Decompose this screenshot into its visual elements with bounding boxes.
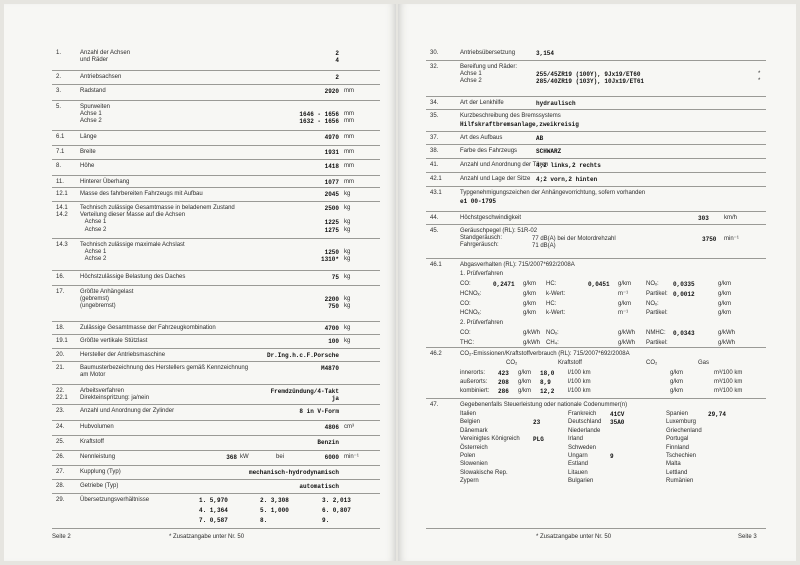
row-divider	[52, 404, 380, 405]
country-name: Deutschland	[568, 419, 602, 426]
emission-label: CO:	[460, 330, 471, 336]
country-name: Frankreich	[568, 411, 597, 417]
item-value: SCHWARZ	[536, 148, 562, 155]
row-divider	[52, 70, 380, 71]
consumption-unit: l/100 km	[568, 370, 591, 376]
item-number: 24.	[56, 424, 65, 430]
item-number: 28.	[56, 483, 65, 489]
emission-label: HC:	[546, 301, 557, 307]
item-label: Größte vertikale Stützlast	[80, 338, 148, 344]
emission-unit: g/km	[523, 291, 537, 297]
row-divider	[426, 109, 766, 110]
country-name: Portugal	[666, 436, 689, 443]
item-number: 1.	[56, 50, 62, 56]
item-unit: mm	[344, 134, 354, 140]
emission-label: k-Wert:	[546, 291, 566, 297]
emission-unit: g/kWh	[523, 340, 541, 346]
item-value: 2	[335, 74, 339, 81]
country-name: Luxemburg	[666, 419, 697, 426]
consumption-unit: m³/100 km	[714, 370, 743, 376]
emission-subtitle: 2. Prüfverfahren	[460, 320, 504, 326]
column-head: CO₂	[646, 360, 658, 366]
item-value: Dr.Ing.h.c.F.Porsche	[266, 352, 339, 359]
row-divider	[52, 285, 380, 286]
item-value: 4970	[324, 134, 339, 141]
item-label: Anzahl und Anordnung der Zylinder	[80, 408, 175, 414]
item-number: 14.3	[56, 242, 68, 248]
gear-ratio: 9.	[322, 517, 330, 524]
item-label: Farbe des Fahrzeugs	[460, 148, 518, 154]
row-divider	[52, 159, 380, 160]
item-number: 38.	[430, 148, 439, 154]
row-divider	[52, 84, 380, 85]
consumption-value: 12,2	[540, 388, 555, 395]
item-label: Bereifung und Räder: Achse 1 Achse 2	[460, 64, 518, 85]
emission-label: HC:	[546, 281, 557, 287]
consumption-unit: m³/100 km	[714, 379, 743, 385]
item-unit: kg kg kg	[344, 205, 351, 233]
item-unit: mm	[344, 149, 354, 155]
item-number: 47.	[430, 402, 439, 408]
item-unit: mm	[344, 179, 354, 185]
item-label: Kupplung (Typ)	[80, 469, 121, 475]
gear-ratio: 1. 5,970	[199, 497, 228, 504]
row-divider	[426, 158, 766, 159]
item-label: Hinterer Überhang	[80, 179, 130, 185]
emission-unit: g/kWh	[718, 340, 736, 346]
consumption-unit: g/km	[518, 388, 532, 394]
emission-label: Partikel:	[646, 310, 668, 316]
item-unit: mm	[344, 88, 354, 94]
row-divider	[426, 528, 766, 529]
item-number: 19.1	[56, 338, 68, 344]
gear-ratio: 2. 3,308	[260, 497, 289, 504]
item-number: 7.1	[56, 149, 65, 155]
country-name: Vereinigtes Königreich	[460, 436, 520, 443]
emission-unit: g/kWh	[618, 330, 636, 336]
row-divider	[426, 211, 766, 212]
item-label: Radstand	[80, 88, 106, 94]
item-number: 2.	[56, 74, 62, 80]
item-number: 18.	[56, 325, 65, 331]
country-name: Estland	[568, 461, 589, 468]
item-value: Benzin	[317, 439, 339, 446]
emission-label: NMHC:	[646, 330, 666, 336]
country-name: Malta	[666, 461, 681, 468]
item-label: Technisch zulässige Gesamtmasse in beladenem Zustand Verteilung dieser Masse auf die Achsen Achse 1 Achse 2	[80, 205, 235, 233]
emission-label: Partikel:	[646, 291, 668, 297]
item-label: Hubvolumen	[80, 424, 114, 430]
consumption-unit: g/km	[670, 388, 684, 394]
row-divider	[426, 224, 766, 225]
item-unit: min⁻¹	[344, 454, 359, 460]
row-divider	[426, 398, 766, 399]
gear-ratio: 4. 1,364	[199, 507, 228, 514]
consumption-unit: l/100 km	[568, 379, 591, 385]
item-number: 17.	[56, 289, 65, 295]
consumption-unit: g/km	[670, 379, 684, 385]
consumption-unit: m³/100 km	[714, 388, 743, 394]
country-name: Spanien	[666, 411, 689, 417]
item-number: 22. 22.1	[56, 388, 68, 402]
item-label: Länge	[80, 134, 97, 140]
country-name: Zypern	[460, 478, 479, 485]
item-number: 46.2	[430, 351, 442, 357]
emission-unit: g/km	[718, 301, 732, 307]
country-code: 35A0	[610, 419, 625, 427]
country-name: Polen	[460, 453, 476, 459]
country-name: Niederlande	[568, 427, 601, 434]
footnote: * Zusatzangabe unter Nr. 50	[169, 534, 245, 540]
item-label: Technisch zulässige maximale Achslast Achse 1 Achse 2	[80, 242, 185, 263]
emission-value: 0,0343	[673, 330, 695, 337]
item-number: 16.	[56, 274, 65, 280]
emission-unit: g/km	[523, 301, 537, 307]
item-label: Arbeitsverfahren Direkteinspritzung: ja/nein	[80, 388, 150, 402]
item-value: 255/45ZR19 (100Y), 9Jx19/ET60 285/40ZR19 (103Y), 10Jx19/ET61	[536, 71, 645, 86]
emission-value: 0,0012	[673, 291, 695, 298]
item-value: 368	[226, 454, 237, 461]
item-number: 37.	[430, 135, 439, 141]
emission-value: 0,0335	[673, 281, 695, 288]
item-label: Hersteller der Antriebsmaschine	[80, 352, 166, 358]
gear-ratio: 7. 0,587	[199, 517, 228, 524]
consumption-value: 208	[498, 379, 509, 386]
item-unit: cm³	[344, 424, 354, 430]
item-label: Antriebsachsen	[80, 74, 122, 80]
row-divider	[52, 187, 380, 188]
country-name: Litauen	[568, 469, 588, 476]
item-label: Kraftstoff	[80, 439, 104, 445]
emission-unit: m⁻¹	[618, 291, 629, 297]
consumption-unit: g/km	[518, 379, 532, 385]
item-label: Anzahl und Lage der Sitze	[460, 176, 531, 182]
consumption-label: innerorts:	[460, 370, 486, 376]
gear-ratio: 3. 2,013	[322, 497, 351, 504]
country-name: Bulgarien	[568, 478, 594, 485]
item-value: 2045	[324, 191, 339, 198]
emission-label: HCNOₓ:	[460, 310, 482, 316]
row-divider	[52, 238, 380, 239]
row-divider	[426, 172, 766, 173]
item-label: Typgenehmigungszeichen der Anhängevorrichtung, sofern vorhanden	[460, 190, 646, 196]
item-label: Masse des fahrbereiten Fahrzeugs mit Aufbau	[80, 191, 203, 197]
item-number: 42.1	[430, 176, 442, 182]
item-number: 45.	[430, 228, 439, 234]
consumption-unit: g/km	[670, 370, 684, 376]
item-label: Übersetzungsverhältnisse	[80, 497, 150, 503]
column-head: CO₂	[506, 360, 518, 366]
emission-label: k-Wert:	[546, 310, 566, 316]
item-unit: kg kg	[344, 296, 351, 310]
item-value: Fremdzündung/4-Takt ja	[270, 388, 339, 403]
consumption-value: 423	[498, 370, 509, 377]
item-unit: kg kg	[344, 249, 351, 263]
consumption-label: kombiniert:	[460, 388, 490, 394]
row-divider	[52, 528, 380, 529]
item-number: 20.	[56, 352, 65, 358]
row-divider	[52, 270, 380, 271]
item-value: automatisch	[299, 483, 339, 490]
row-divider	[52, 130, 380, 131]
item-number: 11.	[56, 179, 64, 185]
row-divider	[426, 96, 766, 97]
item-label: Geräuschpegel (RL): 51R-02 Standgeräusch: Fahrgeräusch:	[460, 228, 538, 249]
item-unit: mm	[344, 163, 354, 169]
country-code: 23	[533, 419, 541, 427]
country-name: Ungarn	[568, 453, 588, 459]
row-divider	[52, 450, 380, 451]
item-number: 30.	[430, 50, 439, 56]
row-divider	[52, 334, 380, 335]
item-label: Anzahl der Achsen und Räder	[80, 50, 131, 64]
emission-unit: g/kWh	[718, 330, 736, 336]
country-code: 9	[610, 453, 614, 460]
country-name: Slowakische Rep.	[460, 469, 508, 476]
item-value: 75	[331, 274, 339, 281]
country-name: Irland	[568, 436, 584, 443]
item-number: 27.	[56, 469, 65, 475]
consumption-value: 8,9	[540, 379, 551, 386]
item-unit: mm mm	[344, 111, 354, 125]
item-value: e1 00-1795	[460, 198, 497, 205]
row-divider	[52, 321, 380, 322]
item-number: 8.	[56, 163, 62, 169]
item-value: 1646 - 1656 1632 - 1656	[299, 111, 339, 126]
item-number: 35.	[430, 113, 439, 119]
item-number: 5.	[56, 104, 62, 110]
item-value: 2920	[324, 88, 339, 95]
item-value: Hilfskraftbremsanlage,zweikreisig	[460, 121, 579, 128]
row-divider	[426, 60, 766, 61]
emission-label: NOₓ:	[646, 301, 659, 307]
item-label: Größte Anhängelast (gebremst) (ungebremst)	[80, 289, 134, 310]
emission-unit: g/km	[718, 310, 732, 316]
row-divider	[52, 465, 380, 466]
item-value: 4;2 links,2 rechts	[536, 162, 601, 169]
emission-unit: g/kWh	[523, 330, 541, 336]
consumption-unit: l/100 km	[568, 388, 591, 394]
page-left	[4, 4, 396, 561]
item-label: Abgasverhalten (RL): 715/2007*692/2008A	[460, 262, 575, 268]
row-divider	[52, 145, 380, 146]
item-value: 77 dB(A) bei der Motordrehzahl 71 dB(A)	[532, 236, 616, 250]
item-value: 1250 1310*	[320, 249, 339, 264]
item-unit: kg	[344, 274, 351, 280]
row-divider	[52, 384, 380, 385]
emission-value: 0,2471	[493, 281, 515, 288]
emission-label: Partikel:	[646, 340, 668, 346]
item-unit: kg	[344, 338, 351, 344]
emission-label: CO:	[460, 301, 471, 307]
item-number: 3.	[56, 88, 62, 94]
item-number: 34.	[430, 100, 439, 106]
emission-label: HCNOₓ:	[460, 291, 482, 297]
item-number: 43.1	[430, 190, 442, 196]
page-number: Seite 3	[738, 534, 757, 540]
item-value: 303	[698, 215, 709, 222]
item-number: 44.	[430, 215, 439, 221]
row-divider	[426, 186, 766, 187]
item-number: 21.	[56, 365, 65, 371]
emission-unit: m⁻¹	[618, 310, 629, 316]
country-name: Österreich	[460, 444, 488, 451]
emission-unit: g/km	[718, 281, 732, 287]
item-label: Höchstgeschwindigkeit	[460, 215, 522, 221]
country-code: 29,74	[708, 411, 727, 418]
emission-unit: g/km	[618, 281, 632, 287]
row-divider	[426, 347, 766, 348]
item-value: 100	[328, 338, 339, 345]
item-value: 1931	[324, 149, 339, 156]
item-value: 2500 1225 1275	[324, 205, 339, 234]
item-value: 8 in V-Form	[299, 408, 339, 415]
row-divider	[52, 435, 380, 436]
row-divider	[52, 420, 380, 421]
row-divider	[52, 175, 380, 176]
item-value: 4700	[324, 325, 339, 332]
item-value: mechanisch-hydrodynamisch	[248, 469, 339, 476]
country-code: PLG	[533, 436, 544, 444]
emission-unit: g/kWh	[618, 340, 636, 346]
item-number: 29.	[56, 497, 65, 503]
item-label: Höchstzulässige Belastung des Daches	[80, 274, 186, 280]
item-label: Art der Lenkhilfe	[460, 100, 504, 106]
item-number: 14.1 14.2	[56, 205, 68, 219]
item-label: Breite	[80, 149, 96, 155]
item-value: hydraulisch	[536, 100, 576, 107]
item-label: Baumusterbezeichnung des Herstellers gemäß Kennzeichnung am Motor	[80, 365, 249, 379]
item-unit: kg	[344, 325, 351, 331]
item-label: Spurweiten Achse 1 Achse 2	[80, 104, 111, 125]
country-name: Tschechien	[666, 453, 697, 459]
row-divider	[426, 258, 766, 259]
column-head: Gas	[698, 360, 710, 366]
emission-label: NOₓ:	[646, 281, 659, 287]
gear-ratio: 5. 1,000	[260, 507, 289, 514]
item-label: Kurzbeschreibung des Bremssystems	[460, 113, 561, 119]
country-name: Lettland	[666, 469, 688, 476]
gear-ratio: 8.	[260, 517, 268, 524]
item-label: Höhe	[80, 163, 95, 169]
emission-label: CO:	[460, 281, 471, 287]
item-label: Getriebe (Typ)	[80, 483, 119, 489]
footnote: * Zusatzangabe unter Nr. 50	[536, 534, 612, 540]
item-label: Zulässige Gesamtmasse der Fahrzeugkombination	[80, 325, 216, 331]
item-unit: km/h	[724, 215, 738, 221]
item-number: 12.1	[56, 191, 68, 197]
consumption-value: 286	[498, 388, 509, 395]
item-number: 46.1	[430, 262, 442, 268]
country-name: Slowenien	[460, 461, 488, 468]
page-number: Seite 2	[52, 534, 71, 540]
emission-value: 0,0451	[588, 281, 610, 288]
item-value: 3750	[702, 236, 717, 243]
consumption-label: außerorts:	[460, 379, 488, 385]
item-label: Nennleistung	[80, 454, 116, 460]
row-divider	[52, 348, 380, 349]
country-code: 41CV	[610, 411, 625, 418]
item-value: 1077	[324, 179, 339, 186]
item-unit: kW	[240, 454, 249, 460]
item-value: 4;2 vorn,2 hinten	[536, 176, 598, 183]
item-number: 6.1	[56, 134, 65, 140]
item-value: M4870	[320, 365, 339, 372]
item-value: 6000	[324, 454, 339, 461]
item-value: 2200 750	[324, 296, 339, 311]
consumption-unit: g/km	[518, 370, 532, 376]
row-divider	[52, 493, 380, 494]
consumption-value: 18,0	[540, 370, 555, 377]
item-number: 23.	[56, 408, 65, 414]
country-name: Griechenland	[666, 427, 702, 434]
item-extra: bei	[276, 454, 285, 460]
item-unit: min⁻¹	[724, 236, 739, 242]
gear-ratio: 6. 0,807	[322, 507, 351, 514]
item-label: Antriebsübersetzung	[460, 50, 516, 56]
country-name: Dänemark	[460, 427, 488, 434]
item-unit: kg	[344, 191, 351, 197]
item-number: 25.	[56, 439, 65, 445]
item-number: 41.	[430, 162, 439, 168]
item-value: 4806	[324, 424, 339, 431]
country-name: Finnland	[666, 444, 690, 451]
row-divider	[52, 361, 380, 362]
row-divider	[52, 100, 380, 101]
row-divider	[426, 131, 766, 132]
footnote-mark: * *	[758, 71, 761, 85]
emission-label: CH₄:	[546, 340, 559, 346]
item-value: AB	[536, 135, 544, 142]
country-name: Italien	[460, 411, 477, 417]
country-name: Belgien	[460, 419, 481, 426]
emission-unit: g/km	[618, 301, 632, 307]
item-number: 26.	[56, 454, 65, 460]
item-label: CO₂-Emissionen/Kraftstoffverbrauch (RL): 715/2007*692/2008A	[460, 351, 630, 357]
item-number: 32.	[430, 64, 439, 70]
item-value: 1418	[324, 163, 339, 170]
page-right	[398, 4, 796, 561]
item-label: Gegebenenfalls Steuerleistung oder nationale Codenummer(n)	[460, 402, 628, 408]
emission-subtitle: 1. Prüfverfahren	[460, 271, 504, 277]
column-head: Kraftstoff	[558, 360, 582, 366]
item-value: 3,154	[536, 50, 555, 57]
emission-label: NOₓ:	[546, 330, 559, 336]
emission-unit: g/km	[523, 310, 537, 316]
item-label: Anzahl und Anordnung der Türen	[460, 162, 549, 168]
row-divider	[426, 144, 766, 145]
item-label: Art des Aufbaus	[460, 135, 503, 141]
emission-label: THC:	[460, 340, 474, 346]
row-divider	[52, 201, 380, 202]
item-value: 2 4	[335, 50, 339, 65]
country-name: Rumänien	[666, 478, 694, 485]
emission-unit: g/km	[523, 281, 537, 287]
row-divider	[52, 479, 380, 480]
country-name: Schweden	[568, 444, 597, 451]
emission-unit: g/km	[718, 291, 732, 297]
